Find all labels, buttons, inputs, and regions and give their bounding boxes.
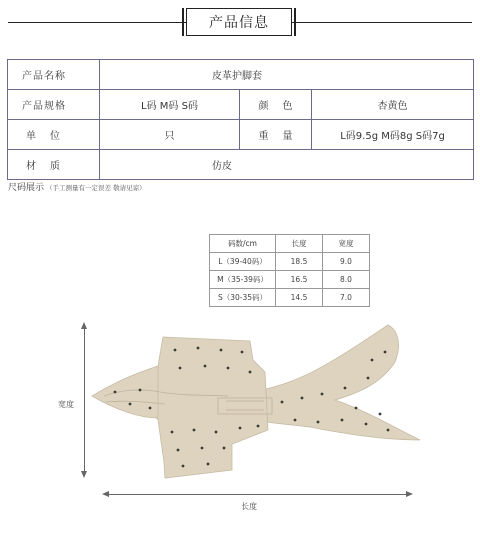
material-value: 仿皮 xyxy=(100,150,474,180)
perforation-hole xyxy=(215,431,218,434)
perforation-hole xyxy=(257,425,260,428)
perforation-hole xyxy=(281,401,284,404)
product-name-value: 皮革护脚套 xyxy=(100,60,474,90)
perforation-hole xyxy=(197,347,200,350)
perforation-hole xyxy=(379,413,382,416)
perforation-hole xyxy=(317,421,320,424)
perforation-hole xyxy=(371,359,374,362)
size-header-length: 长度 xyxy=(276,235,323,253)
perforation-hole xyxy=(223,447,226,450)
weight-value: L码9.5g M码8g S码7g xyxy=(312,120,474,150)
size-width-cell: 9.0 xyxy=(323,253,370,271)
size-length-cell: 16.5 xyxy=(276,271,323,289)
size-width-cell: 7.0 xyxy=(323,289,370,307)
perforation-hole xyxy=(171,431,174,434)
perforation-hole xyxy=(193,429,196,432)
perforation-hole xyxy=(227,367,230,370)
unit-value: 只 xyxy=(100,120,240,150)
size-header-code: 码数/cm xyxy=(210,235,276,253)
perforation-hole xyxy=(179,367,182,370)
page-title-text: 产品信息 xyxy=(209,15,269,31)
color-value: 杏黄色 xyxy=(312,90,474,120)
size-length-cell: 14.5 xyxy=(276,289,323,307)
perforation-hole xyxy=(220,349,223,352)
perforation-hole xyxy=(207,463,210,466)
size-header-width: 宽度 xyxy=(323,235,370,253)
perforation-hole xyxy=(204,365,207,368)
size-heading-text: 尺码展示 xyxy=(8,183,45,193)
perforation-hole xyxy=(239,427,242,430)
size-code-cell: L（39-40码） xyxy=(210,253,276,271)
width-label: 宽度 xyxy=(58,400,74,409)
perforation-hole xyxy=(182,465,185,468)
unit-label: 单位 xyxy=(8,120,100,150)
size-length-cell: 18.5 xyxy=(276,253,323,271)
size-heading-note: （手工测量有一定误差 敬请见谅） xyxy=(46,184,146,192)
perforation-hole xyxy=(344,387,347,390)
perforation-hole xyxy=(355,407,358,410)
perforation-hole xyxy=(249,371,252,374)
product-name-label: 产品名称 xyxy=(8,60,100,90)
perforation-hole xyxy=(321,393,324,396)
perforation-hole xyxy=(114,391,117,394)
product-spec-label: 产品规格 xyxy=(8,90,100,120)
perforation-hole xyxy=(149,407,152,410)
size-width-cell: 8.0 xyxy=(323,271,370,289)
perforation-hole xyxy=(387,429,390,432)
product-spec-value: L码 M码 S码 xyxy=(100,90,240,120)
perforation-hole xyxy=(341,419,344,422)
perforation-hole xyxy=(177,449,180,452)
size-code-cell: M（35-39码） xyxy=(210,271,276,289)
perforation-hole xyxy=(201,447,204,450)
weight-label: 重量 xyxy=(240,120,312,150)
perforation-hole xyxy=(384,351,387,354)
perforation-hole xyxy=(367,377,370,380)
perforation-hole xyxy=(301,397,304,400)
length-label: 长度 xyxy=(241,502,257,511)
perforation-hole xyxy=(294,419,297,422)
perforation-hole xyxy=(129,403,132,406)
perforation-hole xyxy=(241,351,244,354)
perforation-hole xyxy=(139,389,142,392)
foot-cover-illustration xyxy=(92,325,420,478)
material-label: 材质 xyxy=(8,150,100,180)
perforation-hole xyxy=(174,349,177,352)
size-code-cell: S（30-35码） xyxy=(210,289,276,307)
perforation-hole xyxy=(365,423,368,426)
color-label: 颜色 xyxy=(240,90,312,120)
